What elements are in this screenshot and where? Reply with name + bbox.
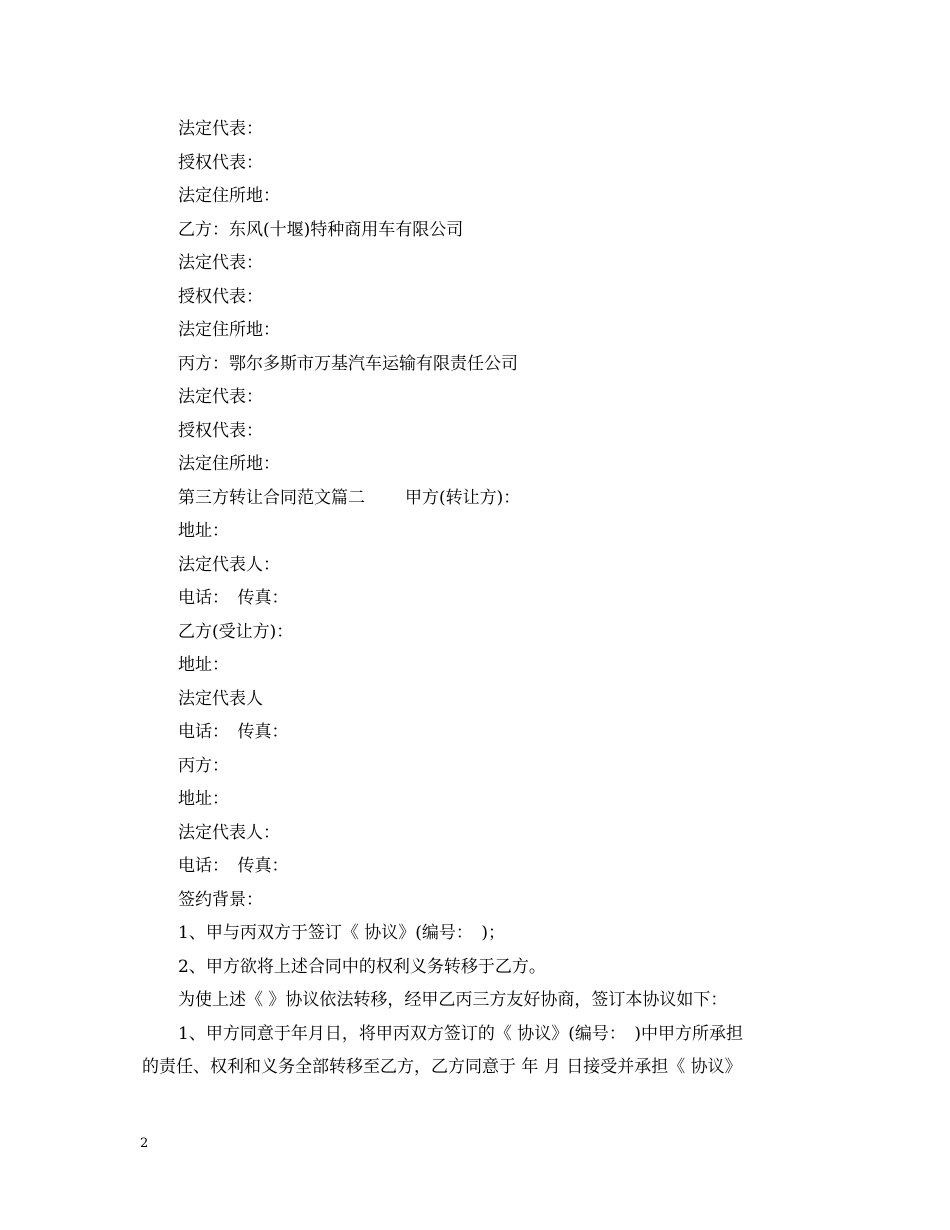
text-line: 乙方：东风(十堰)特种商用车有限公司 bbox=[178, 219, 464, 240]
text-line: 法定代表人 bbox=[178, 688, 263, 709]
text-line: 1、甲与丙双方于签订《 协议》(编号： )； bbox=[178, 923, 505, 943]
text-line: 1、甲方同意于年月日，将甲丙双方签订的《 协议》(编号： )中甲方所承担 bbox=[178, 1023, 743, 1044]
text-line: 授权代表： bbox=[178, 152, 263, 173]
text-line: 电话： 传真： bbox=[178, 856, 289, 876]
document-body bbox=[142, 113, 822, 1085]
text-line: 法定代表人： bbox=[178, 554, 280, 575]
party-a-label: 甲方(转让方)： bbox=[405, 487, 521, 508]
text-line: 地址： bbox=[178, 655, 229, 675]
text-line: 法定代表人： bbox=[178, 822, 280, 843]
text-line: 地址： bbox=[178, 521, 229, 541]
text-line: 授权代表： bbox=[178, 286, 263, 307]
text-line: 丙方：鄂尔多斯市万基汽车运输有限责任公司 bbox=[178, 353, 518, 374]
text-line: 乙方(受让方)： bbox=[178, 621, 294, 642]
text-line: 法定代表： bbox=[178, 253, 263, 273]
text-line-continuation: 的责任、权利和义务全部转移至乙方，乙方同意于 年 月 日接受并承担《 协议》 bbox=[142, 1057, 742, 1077]
text-line: 丙方： bbox=[178, 755, 229, 776]
text-line: 法定代表： bbox=[178, 387, 263, 407]
text-line: 授权代表： bbox=[178, 420, 263, 441]
text-line: 法定代表： bbox=[178, 119, 263, 139]
text-line: 法定住所地： bbox=[178, 186, 280, 206]
text-line: 地址： bbox=[178, 789, 229, 809]
text-line: 2、甲方欲将上述合同中的权利义务转移于乙方。 bbox=[178, 956, 546, 977]
text-line: 法定住所地： bbox=[178, 320, 280, 340]
text-line: 签约背景： bbox=[178, 889, 263, 910]
page-number: 2 bbox=[140, 1136, 149, 1151]
text-line: 电话： 传真： bbox=[178, 722, 289, 742]
section-heading: 第三方转让合同范文篇二 bbox=[178, 487, 365, 508]
text-line: 法定住所地： bbox=[178, 454, 280, 474]
text-line: 为使上述《 》协议依法转移，经甲乙丙三方友好协商，签订本协议如下： bbox=[178, 990, 728, 1010]
text-line: 电话： 传真： bbox=[178, 588, 289, 608]
section-heading-line bbox=[142, 482, 822, 516]
